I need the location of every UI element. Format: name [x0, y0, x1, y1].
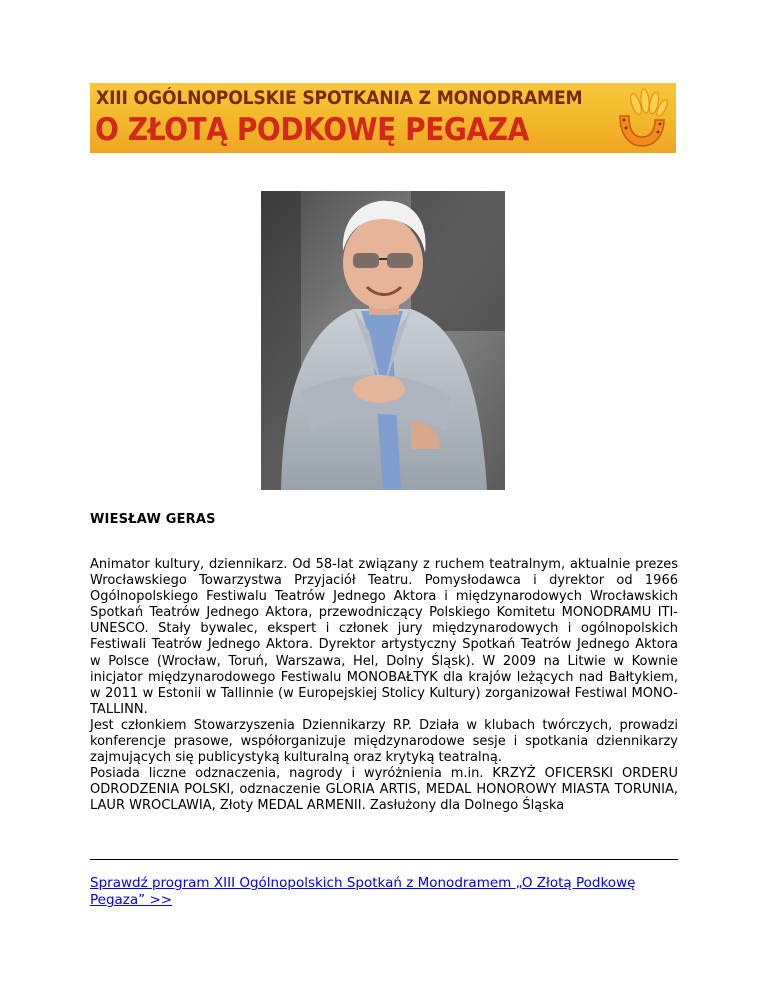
horizontal-divider	[90, 859, 678, 860]
bio-paragraph-1: Animator kultury, dziennikarz. Od 58-lat związany z ruchem teatralnym, aktualnie prezes Wrocławskiego Towarzystwa Przyjaciół Teatru. Pomysłodawca i dyrektor od 1966 Ogólnopolskiego Festiwalu Teatrów Jednego Aktora i międzynarodowych Wrocławskich Spotkań Teatrów Jednego Aktora, przewodniczący Polskiego Komitetu MONODRAMU ITI-UNESCO. Stały bywalec, ekspert i członek jury międzynarodowych i ogólnopolskich Festiwali Teatrów Jednego Aktora. Dyrektor artystyczny Spotkań Teatrów Jednego Aktora w Polsce (Wrocław, Toruń, Warszawa, Hel, Dolny Śląsk). W 2009 na Litwie w Kownie inicjator międzynarodowego Festiwalu MONOBAŁTYK dla krajów leżących nad Bałtykiem, w 2011 w Estonii w Tallinnie (w Europejskiej Stolicy Kultury) zorganizował Festiwal MONO-TALLINN.	[90, 557, 678, 717]
golden-horseshoe-wing-icon	[606, 86, 672, 150]
banner-title-line1: XIII OGÓLNOPOLSKIE SPOTKANIA Z MONODRAMEM	[96, 88, 583, 109]
person-name-heading: WIESŁAW GERAS	[90, 512, 216, 527]
bio-paragraph-2: Jest członkiem Stowarzyszenia Dziennikarzy RP. Działa w klubach twórczych, prowadzi konferencje prasowe, współorganizuje międzynarodowe sesje i spotkania dziennikarzy zajmujących się publicystyką kulturalną oraz krytyką teatralną.	[90, 717, 678, 766]
biography-text	[90, 557, 678, 815]
portrait-photo	[261, 191, 505, 490]
bio-paragraph-3: Posiada liczne odznaczenia, nagrody i wyróżnienia m.in. KRZYŻ OFICERSKI ORDERU ODRODZENIA POLSKI, odznaczenie GLORIA ARTIS, MEDAL HONOROWY MIASTA TORUNIA, LAUR WROCLAWIA, Złoty MEDAL ARMENII. Zasłużony dla Dolnego Śląska	[90, 766, 678, 814]
program-link[interactable]: Sprawdź program XIII Ogólnopolskich Spotkań z Monodramem „O Złotą Podkowę Pegaza” >>	[90, 875, 636, 908]
person-portrait-photo	[261, 191, 505, 490]
festival-banner	[90, 83, 676, 153]
banner-title-line2: O ZŁOTĄ PODKOWĘ PEGAZA	[95, 112, 529, 148]
